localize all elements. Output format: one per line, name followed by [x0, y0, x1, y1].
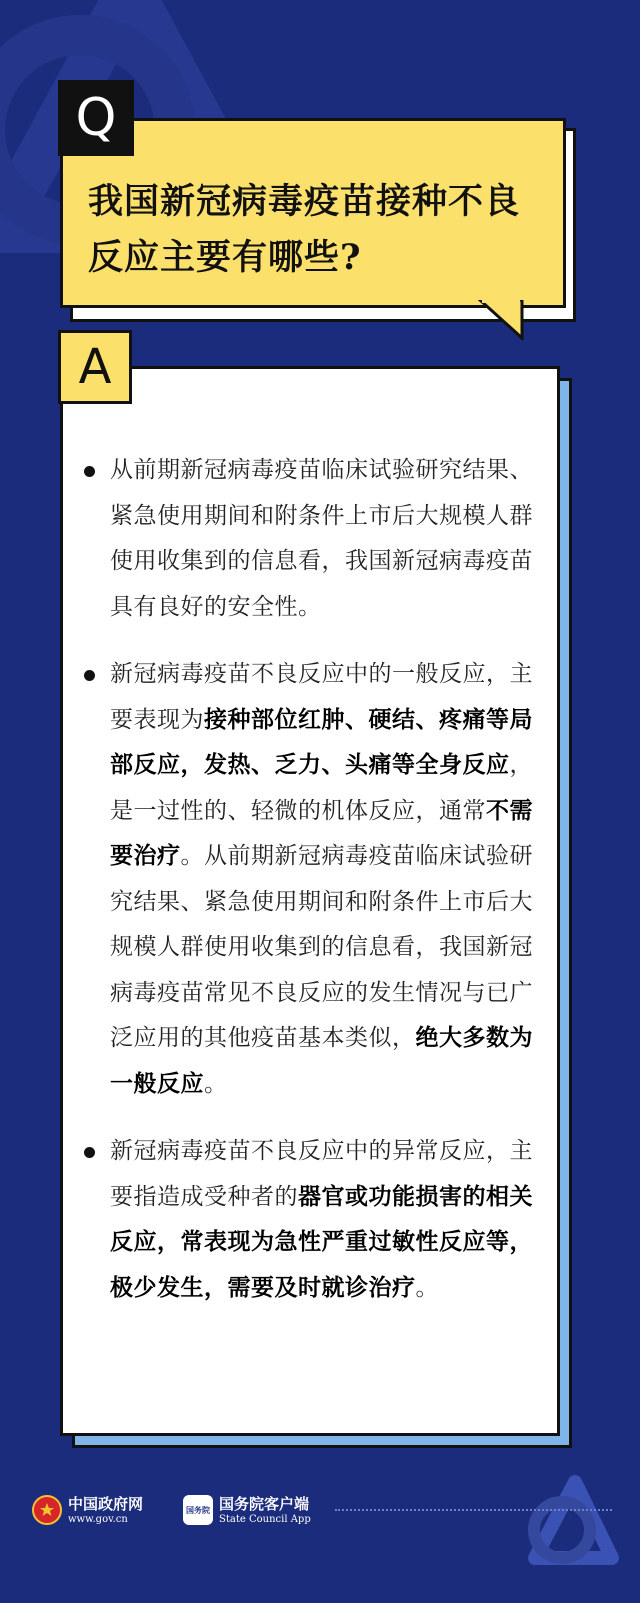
footer-dotted-divider [335, 1509, 612, 1511]
emphasis-text: 器官或功能损害的相关反应，常表现为急性严重过敏性反应等，极少发生，需要及时 [110, 1183, 533, 1301]
answer-text: 。从前期新冠病毒疫苗临床试验研究结果、紧急使用期间和附条件上市后大规模人群使用收集到的信息看，我国新冠病毒疫苗常见不良反应的发生情况与已广泛应用的其他疫苗基本类似， [110, 843, 533, 1051]
app-brand-name: 国务院客户端 [219, 1494, 310, 1513]
emphasis-text: 就诊治疗 [321, 1274, 416, 1301]
question-line-1: 我国新冠病毒疫苗接种不良 [88, 181, 521, 222]
bullet-dot-icon [84, 466, 95, 477]
answer-text: 。 [204, 1070, 228, 1097]
answer-item [84, 652, 534, 1107]
answer-item [84, 448, 534, 630]
answer-text: 从前期新冠病毒疫苗临床试验研究结果、紧急使用期间和附条件上市后大规模人群使用收集到的信息看，我国新冠病毒疫苗具有良好的安全性。 [110, 457, 533, 620]
app-brand [219, 1495, 311, 1526]
gov-brand-name: 中国政府网 [68, 1494, 144, 1513]
question-text [88, 174, 553, 286]
bullet-dot-icon [84, 1147, 95, 1158]
answer-item [84, 1129, 534, 1311]
footer [32, 1490, 612, 1530]
emphasis-text: 不需要治疗 [110, 797, 533, 869]
state-council-app-icon: 国务院 [183, 1495, 213, 1525]
question-badge: Q [58, 80, 134, 156]
answer-text: 新冠病毒疫苗不良反应中的一般反应，主要表现为 [110, 661, 533, 733]
emphasis-text: 绝大多数为一般反应 [110, 1025, 533, 1097]
national-emblem-icon [32, 1495, 62, 1525]
gov-brand [68, 1495, 143, 1526]
app-brand-english: State Council App [219, 1513, 311, 1525]
answer-text: 。 [415, 1274, 439, 1301]
answer-text: ，是一过性的、轻微的机体反应，通常 [110, 752, 533, 824]
bullet-dot-icon [84, 670, 95, 681]
gov-brand-url: www.gov.cn [68, 1513, 128, 1525]
question-line-2: 反应主要有哪些? [88, 237, 362, 278]
speech-bubble-tail [476, 300, 536, 340]
emphasis-text: 接种部位红肿、硬结、疼痛等局部反应，发热、乏力、头痛等全身反应 [110, 706, 533, 778]
answer-badge: A [58, 330, 132, 404]
answer-list [84, 448, 534, 1333]
answer-text: 新冠病毒疫苗不良反应中的异常反应，主要指造成受种者的 [110, 1138, 533, 1210]
